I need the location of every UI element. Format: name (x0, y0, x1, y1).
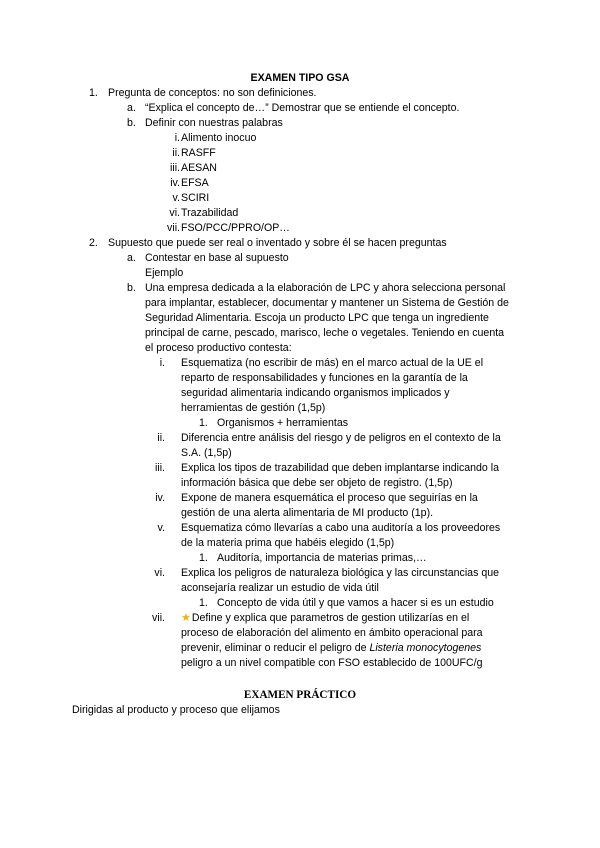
q2-item-line: peligro a un nivel compatible con FSO establecido de 100UFC/g (181, 657, 483, 669)
q1-list-marker: iv. (170, 177, 180, 189)
q2-b-line: para implantar, establecer, documentar y mantener un Sistema de Gestión de (145, 297, 509, 309)
q2-item-line: Explica los peligros de naturaleza biológica y las circunstancias que (181, 567, 499, 579)
q2-item-marker: iv. (155, 492, 165, 504)
star-icon: ★ (181, 612, 191, 624)
q1-list-marker: v. (172, 192, 180, 204)
q2-a-marker: a. (127, 252, 136, 264)
q1-list-item: SCIRI (181, 192, 210, 204)
q2-item-line: de la materia prima que habéis elegido (1,5p) (181, 537, 395, 549)
q2-item-marker: ii. (157, 432, 165, 444)
q1-list-item: EFSA (181, 177, 209, 189)
q2-item-line: Diferencia entre análisis del riesgo y de peligros en el contexto de la (181, 432, 501, 444)
q2-b-line: principal de carne, pescado, marisco, leche o vegetales. Teniendo en cuenta (145, 327, 505, 339)
q2-subitem-marker: 1. (199, 597, 208, 609)
q1-list-item: AESAN (181, 162, 217, 174)
q2-item-line: reparto de responsabilidades y funciones en la garantía de la (181, 372, 468, 384)
q2-text: Supuesto que puede ser real o inventado y sobre él se hacen preguntas (108, 237, 447, 249)
q2-subitem-marker: 1. (199, 417, 208, 429)
q1-list-marker: vi. (169, 207, 180, 219)
q1-b-text: Definir con nuestras palabras (145, 117, 283, 129)
q1-b-marker: b. (127, 117, 136, 129)
q1-a-text: “Explica el concepto de…” Demostrar que se entiende el concepto. (145, 102, 460, 114)
q2-subitem-text: Auditoría, importancia de materias primas,… (217, 552, 427, 564)
organism-name: Listeria monocytogenes (369, 642, 482, 654)
q2-item-line: gestión de una alerta alimentaria de MI producto (1p). (181, 507, 434, 519)
q2-item-marker: v. (157, 522, 165, 534)
q2-item-vii-text: Define y explica que parametros de gestion utilizarías en el (191, 612, 470, 624)
q1-a-marker: a. (127, 102, 136, 114)
q2-item-line: seguridad alimentaria indicando organismos implicados y (181, 387, 450, 399)
q1-list-marker: vii. (167, 222, 180, 234)
q2-item-marker: vii. (152, 612, 165, 624)
q1-list-marker: iii. (169, 162, 180, 174)
q2-item-line: Esquematiza cómo llevarías a cabo una auditoría a los proveedores (181, 522, 501, 534)
q2-item-line: información básica que debe ser objeto de registro. (1,5p) (181, 477, 453, 489)
q2-item-line: Explica los tipos de trazabilidad que deben implantarse indicando la (181, 462, 500, 474)
q2-item-line: aconsejaría realizar un estudio de vida útil (181, 582, 379, 594)
q1-list-marker: ii. (172, 147, 180, 159)
q2-number: 2. (89, 237, 98, 249)
q2-item-vii-line3 (181, 641, 481, 655)
q1-list-item: Alimento inocuo (181, 132, 257, 144)
title-examen-practico: EXAMEN PRÁCTICO (243, 689, 357, 701)
q2-b-line: el proceso productivo contesta: (145, 342, 292, 354)
q2-item-line: proceso de elaboración del alimento en ámbito operacional para (181, 627, 483, 639)
practico-text: Dirigidas al producto y proceso que elijamos (72, 704, 280, 716)
q2-item-vii-line1 (181, 611, 469, 625)
q1-text: Pregunta de conceptos: no son definiciones. (108, 87, 317, 99)
q1-number: 1. (89, 87, 98, 99)
q1-list-item: Trazabilidad (181, 207, 239, 219)
q2-subitem-marker: 1. (199, 552, 208, 564)
q2-a-text: Contestar en base al supuesto (145, 252, 289, 264)
q2-a-example: Ejemplo (145, 267, 184, 279)
title-examen-tipo-gsa: EXAMEN TIPO GSA (250, 72, 350, 84)
q2-item-line: Expone de manera esquemática el proceso que seguirías en la (181, 492, 478, 504)
q2-item-marker: i. (159, 357, 165, 369)
q2-item-line: Esquematiza (no escribir de más) en el marco actual de la UE el (181, 357, 484, 369)
q1-list-item: RASFF (181, 147, 216, 159)
q2-b-line: Una empresa dedicada a la elaboración de LPC y ahora selecciona personal (145, 282, 506, 294)
q1-list-marker: i. (174, 132, 180, 144)
q1-list-item: FSO/PCC/PPRO/OP… (181, 222, 290, 234)
q2-item-marker: iii. (154, 462, 165, 474)
q2-item-line: S.A. (1,5p) (181, 447, 232, 459)
q2-item-vii-text: prevenir, eliminar o reducir el peligro de (181, 642, 370, 654)
q2-b-marker: b. (127, 282, 136, 294)
q2-item-line: herramientas de gestión (1,5p) (181, 402, 326, 414)
q2-b-line: Seguridad Alimentaria. Escoja un producto LPC que tenga un ingrediente (145, 312, 489, 324)
q2-subitem-text: Concepto de vida útil y que vamos a hacer si es un estudio (217, 597, 494, 609)
q2-subitem-text: Organismos + herramientas (217, 417, 349, 429)
q2-item-marker: vi. (154, 567, 165, 579)
